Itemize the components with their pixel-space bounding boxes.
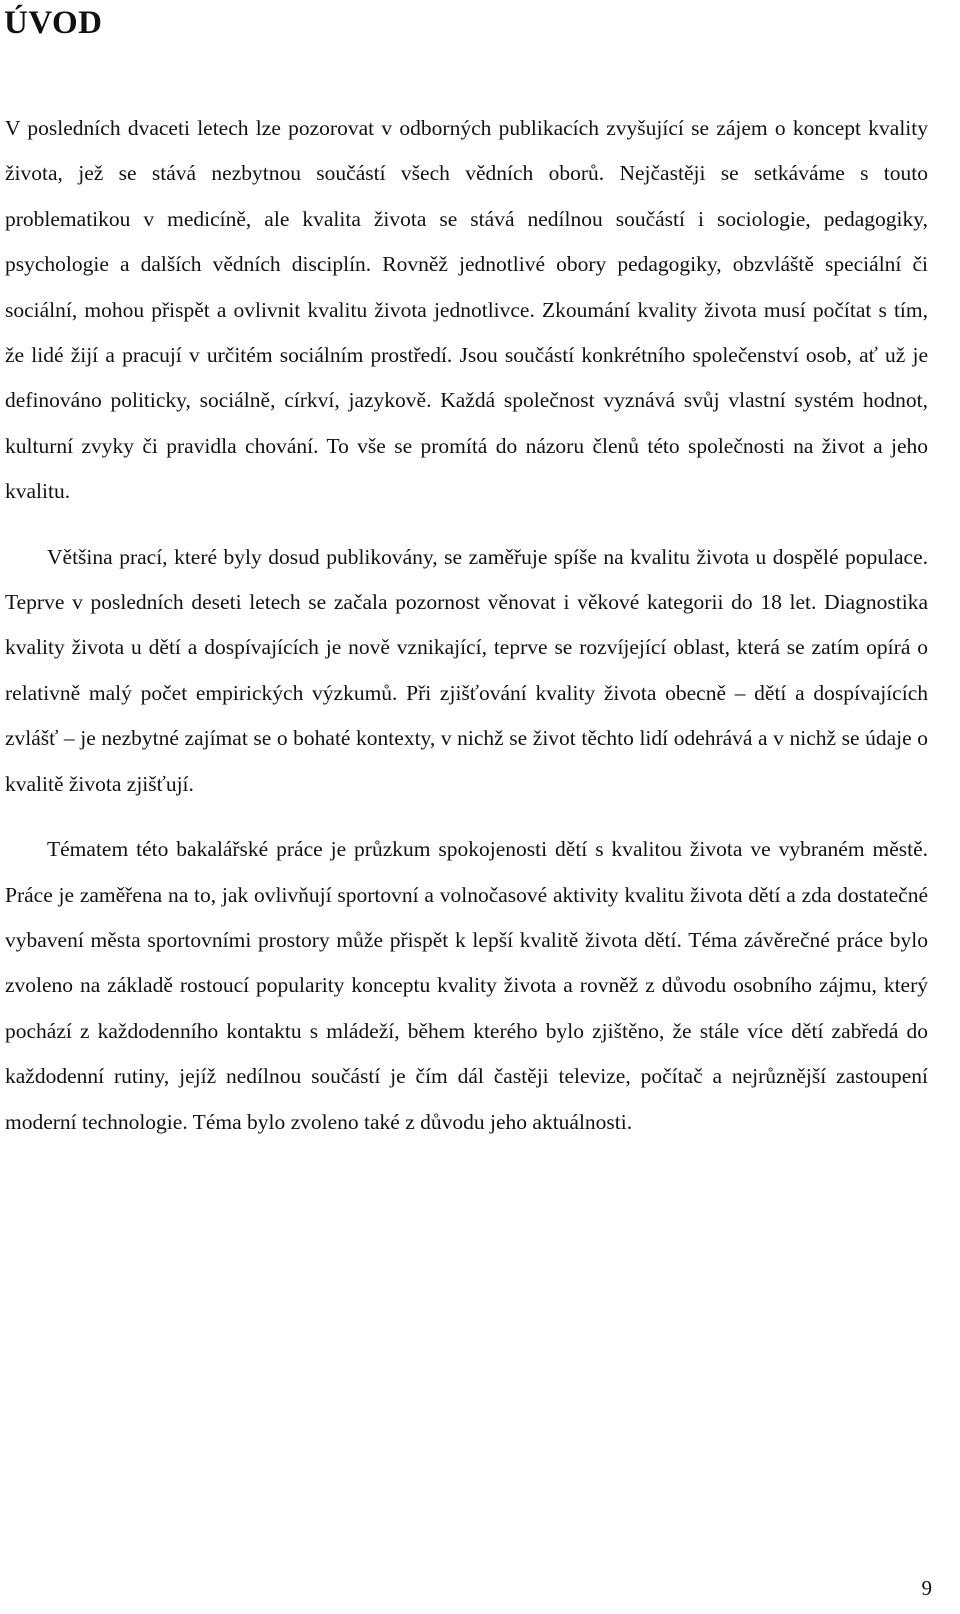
paragraph-1: V posledních dvaceti letech lze pozorovat v odborných publikacích zvyšující se zájem o koncept kvality života, jež se stává nezbytnou součástí všech vědních oborů. Nejčastěji se setkáváme s touto problematikou v medicíně, ale kvalita života se stává nedílnou součástí i sociologie, pedagogiky, psychologie a dalších vědních disciplín. Rovněž jednotlivé obory pedagogiky, obzvláště speciální či sociální, mohou přispět a ovlivnit kvalitu života jednotlivce. Zkoumání kvality života musí počítat s tím, že lidé žijí a pracují v určitém sociálním prostředí. Jsou součástí konkrétního společenství osob, ať už je definováno politicky, sociálně, církví, jazykově. Každá společnost vyznává svůj vlastní systém hodnot, kulturní zvyky či pravidla chování. To vše se promítá do názoru členů této společnosti na život a jeho kvalitu.: [5, 116, 928, 504]
section-heading: ÚVOD: [4, 5, 103, 41]
page-number: 9: [921, 1576, 932, 1600]
body-text: [5, 106, 928, 1145]
paragraph-2: Většina prací, které byly dosud publikovány, se zaměřuje spíše na kvalitu života u dospělé populace. Teprve v posledních deseti letech se začala pozornost věnovat i věkové kategorii do 18 let. Diagnostika kvality života u dětí a dospívajících je nově vznikající, teprve se rozvíjející oblast, která se zatím opírá o relativně malý počet empirických výzkumů. Při zjišťování kvality života obecně – dětí a dospívajících zvlášť – je nezbytné zajímat se o bohaté kontexty, v nichž se život těchto lidí odehrává a v nichž se údaje o kvalitě života zjišťují.: [5, 544, 928, 796]
paragraph-3: Tématem této bakalářské práce je průzkum spokojenosti dětí s kvalitou života ve vybraném městě. Práce je zaměřena na to, jak ovlivňují sportovní a volnočasové aktivity kvalitu života dětí a zda dostatečné vybavení města sportovními prostory může přispět k lepší kvalitě života dětí. Téma závěrečné práce bylo zvoleno na základě rostoucí popularity konceptu kvality života a rovněž z důvodu osobního zájmu, který pochází z každodenního kontaktu s mládeží, během kterého bylo zjištěno, že stále více dětí zabředá do každodenní rutiny, jejíž nedílnou součástí je čím dál častěji televize, počítač a nejrůznější zastoupení moderní technologie. Téma bylo zvoleno také z důvodu jeho aktuálnosti.: [5, 837, 928, 1134]
